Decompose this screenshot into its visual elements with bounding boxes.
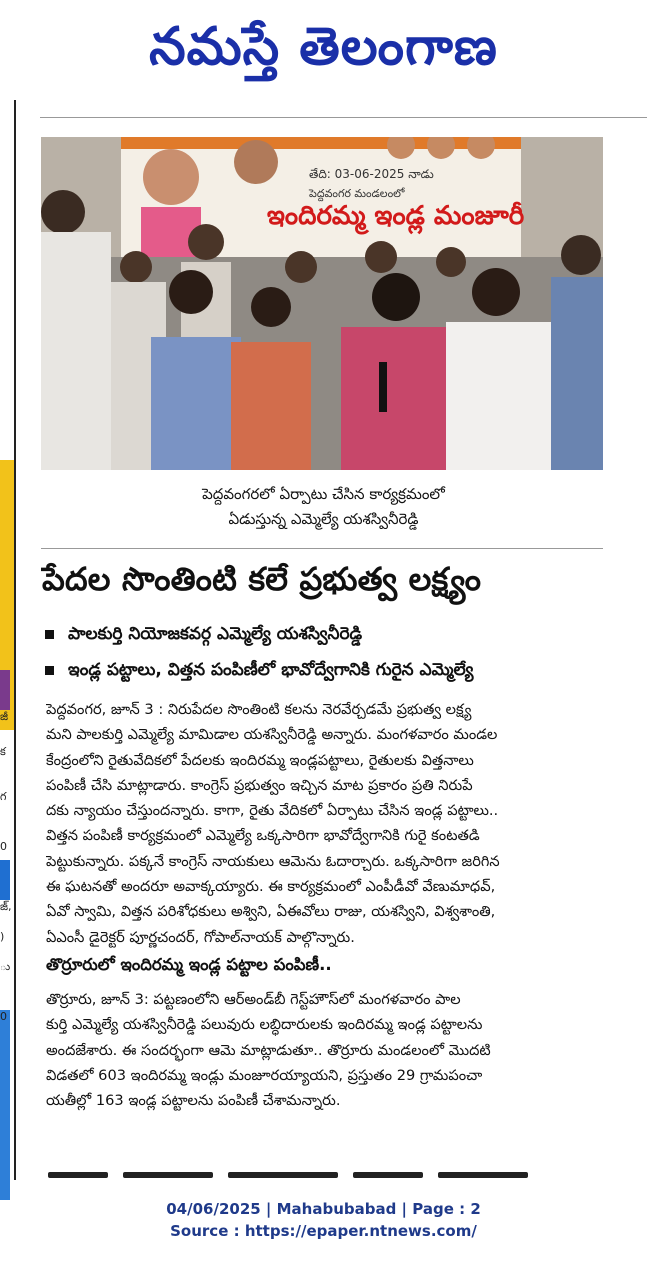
banner-subtitle: పెద్దవంగర మండలంలో — [309, 187, 405, 200]
article-line: పెద్దవంగర, జూన్ 3 : నిరుపేదల సొంతింటి కలను నెరవేర్చడమే ప్రభుత్వ లక్ష్య — [46, 701, 472, 718]
article-line: కేంద్రంలోని రైతువేదికలో పేదలకు ఇందిరమ్మ ఇండ్లపట్టాలు, రైతులకు విత్తనాలు — [46, 751, 474, 769]
strip-fragment: గ — [0, 790, 7, 803]
page-footer-source: Source : https://epaper.ntnews.com/ — [170, 1222, 477, 1240]
article-line: విడతలో 603 ఇందిరమ్మ ఇండ్లు మంజూరయ్యాయని, ప్రస్తుతం 29 గ్రామపంచా — [46, 1066, 483, 1084]
strip-fragment: 0 — [0, 840, 7, 853]
bullet-square-icon — [45, 630, 54, 639]
article-line: అందజేశారు. ఈ సందర్భంగా ఆమె మాట్లాడుతూ.. తొర్రూరు మండలంలో మొదటి — [46, 1041, 491, 1059]
adjacent-ad-blue-2 — [0, 1010, 10, 1200]
banner-title: ఇందిరమ్మ ఇండ్ల మంజూరీ — [267, 201, 525, 231]
article-line: ఈ ఘటనతో అందరూ అవాక్కయ్యారు. ఈ కార్యక్రమంలో ఎంపీడీవో వేణుమాధవ్, — [46, 878, 496, 896]
article-line: ఏవో స్వామి, విత్తన పరిశోధకులు అశ్విని, ఏఈవోలు రాజు, యశస్విని, విశ్వశాంతి, — [46, 903, 496, 921]
article-line: మని పాలకుర్తి ఎమ్మెల్యే మామిడాల యశస్వినీరెడ్డి అన్నారు. మంగళవారం మండల — [46, 726, 498, 744]
article-line: ఏఎంసీ డైరెక్టర్ పూర్ణచందర్, గోపాల్‌నాయక్ పాల్గొన్నారు. — [46, 928, 355, 946]
highlight-bullet — [45, 624, 362, 648]
article-line: తొర్రూరు, జూన్ 3: పట్టణంలోని ఆర్‌అండ్‌బీ గెస్ట్‌హౌస్‌లో మంగళవారం పాల — [46, 991, 461, 1008]
article-body-1 — [46, 697, 631, 950]
article-body-2 — [46, 987, 631, 1113]
strip-fragment: జీ — [0, 710, 9, 723]
strip-fragment: క — [0, 745, 6, 758]
adjacent-ad-blue — [0, 860, 10, 900]
header-rule — [40, 117, 647, 118]
article-subhead: తొర్రూరులో ఇందిరమ్మ ఇండ్ల పట్టాల పంపిణీ.. — [46, 955, 332, 974]
adjacent-column-strip — [0, 100, 16, 1180]
photo-caption-line-1: పెద్దవంగరలో ఏర్పాటు చేసిన కార్యక్రమంలో — [202, 485, 445, 503]
truncated-next-headline — [48, 1172, 528, 1180]
article-line: దకు న్యాయం చేస్తుందన్నారు. కాగా, రైతు వేదికలో ఏర్పాటు చేసిన ఇండ్ల పట్టాలు.. — [46, 802, 499, 820]
caption-rule — [41, 548, 603, 549]
highlight-bullet — [45, 660, 473, 684]
strip-fragment: జ్, — [0, 900, 12, 913]
adjacent-ad-purple — [0, 670, 10, 710]
photo-caption-line-2: ఏడుస్తున్న ఎమ్మెల్యే యశస్వినీరెడ్డి — [228, 510, 419, 528]
column-divider — [14, 100, 16, 1180]
news-photo — [41, 137, 603, 470]
article-line: యతీల్లో 163 ఇండ్ల పట్టాలను పంపిణీ చేశామన్నారు. — [46, 1092, 341, 1110]
article-line: పెట్టుకున్నారు. పక్కనే కాంగ్రెస్ నాయకులు ఆమెను ఓదార్చారు. ఒక్కసారిగా జరిగిన — [46, 852, 500, 870]
banner-date: తేది: 03-06-2025 నాడు — [309, 167, 434, 181]
article-line: పంపిణీ చేసి మాట్లాడారు. కాంగ్రెస్ ప్రభుత్వం ఇచ్చిన మాట ప్రకారం ప్రతి నిరుపే — [46, 776, 473, 794]
bullet-text: పాలకుర్తి నియోజకవర్గ ఎమ్మెల్యే యశస్వినీరెడ్డి — [68, 624, 363, 644]
strip-fragment: ు — [0, 960, 11, 973]
strip-fragment: 0 — [0, 1010, 7, 1023]
article-line: విత్తన పంపిణీ కార్యక్రమంలో ఎమ్మెల్యే ఒక్కసారిగా భావోద్వేగానికి గురై కంటతడి — [46, 827, 480, 845]
masthead — [0, 0, 647, 95]
page-footer-info: 04/06/2025 | Mahabubabad | Page : 2 — [166, 1200, 481, 1218]
article-line: కుర్తి ఎమ్మెల్యే యశస్వినీరెడ్డి పలువురు లబ్ధిదారులకు ఇందిరమ్మ ఇండ్ల పట్టాలను — [46, 1016, 483, 1034]
strip-fragment: ) — [0, 930, 5, 943]
bullet-square-icon — [45, 666, 54, 675]
newspaper-logo: నమస్తే తెలంగాణ — [149, 17, 498, 77]
article-headline: పేదల సొంతింటి కలే ప్రభుత్వ లక్ష్యం — [42, 560, 482, 598]
bullet-text: ఇండ్ల పట్టాలు, విత్తన పంపిణీలో భావోద్వేగానికి గురైన ఎమ్మెల్యే — [68, 660, 474, 680]
